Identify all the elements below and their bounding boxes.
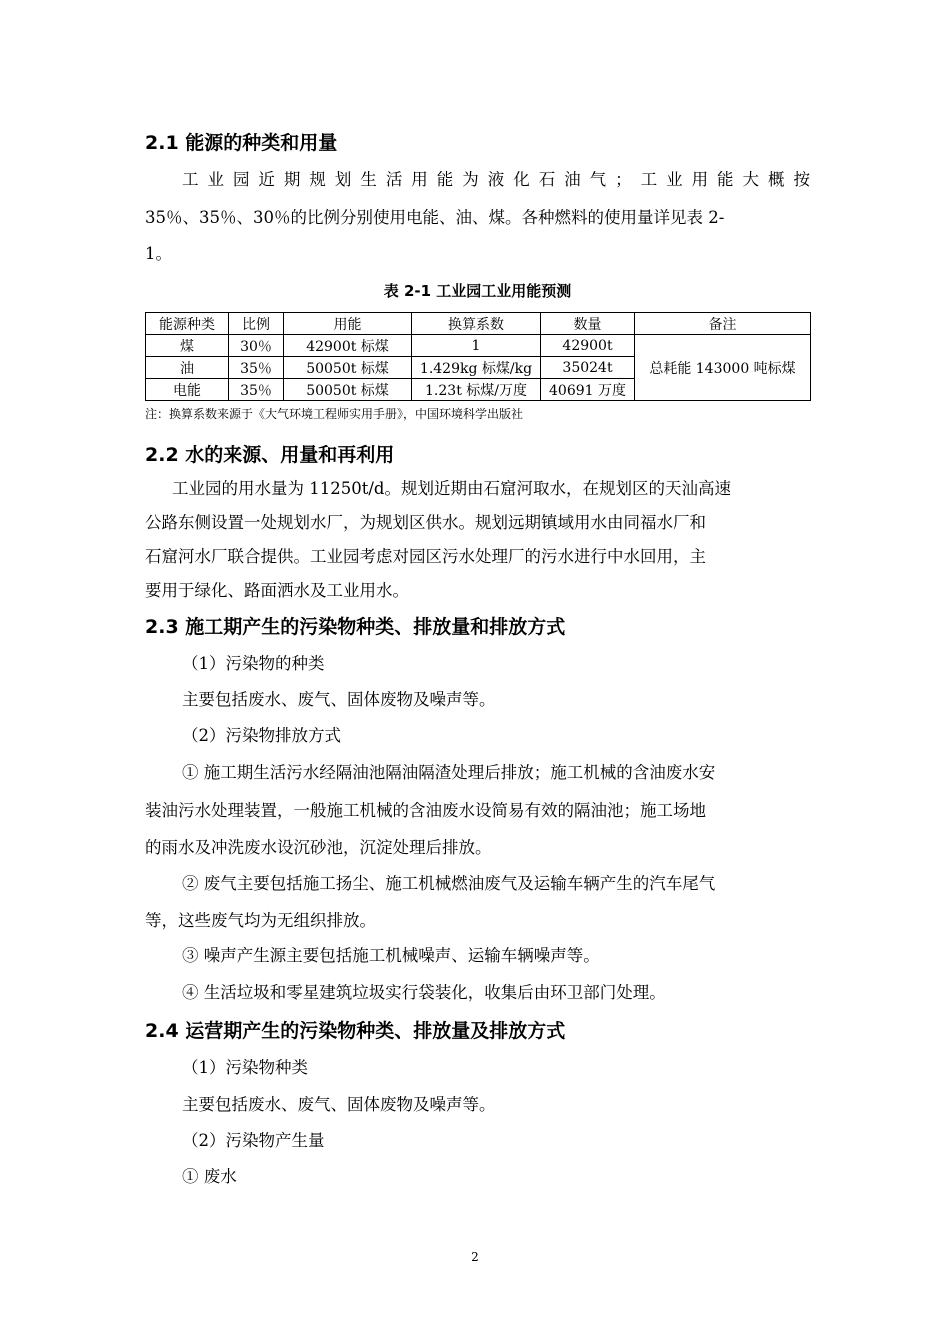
- table-cell: 油: [146, 357, 229, 379]
- paragraph-line: 的雨水及冲洗废水设沉砂池，沉淀处理后排放。: [145, 838, 492, 857]
- section-heading-2-1: 2.1 能源的种类和用量: [145, 132, 338, 154]
- paragraph-line: ③ 噪声产生源主要包括施工机械噪声、运输车辆噪声等。: [182, 946, 600, 965]
- paragraph-line: ② 废气主要包括施工扬尘、施工机械燃油废气及运输车辆产生的汽车尾气: [182, 874, 716, 893]
- table-caption: 表 2-1 工业园工业用能预测: [383, 282, 572, 300]
- table-cell: 35％: [229, 357, 284, 379]
- table-cell: 1.429kg 标煤/kg: [412, 357, 541, 379]
- section-heading-2-4: 2.4 运营期产生的污染物种类、排放量及排放方式: [145, 1020, 566, 1042]
- subheading: （2）污染物产生量: [182, 1131, 325, 1150]
- table-cell: 42900t 标煤: [284, 335, 412, 357]
- paragraph-line: ① 施工期生活污水经隔油池隔油隔渣处理后排放；施工机械的含油废水安: [182, 763, 716, 782]
- paragraph-line: 1。: [145, 244, 172, 263]
- energy-table: [145, 312, 811, 401]
- page-number: 2: [471, 1250, 479, 1264]
- table-cell: 电能: [146, 379, 229, 401]
- table-header-cell: 换算系数: [412, 313, 541, 335]
- table-cell: 30％: [229, 335, 284, 357]
- paragraph-line: ① 废水: [182, 1167, 237, 1186]
- paragraph-line: 35％、35％、30％的比例分别使用电能、油、煤。各种燃料的使用量详见表 2-: [145, 208, 725, 227]
- table-cell: 50050t 标煤: [284, 379, 412, 401]
- table-header-cell: 备注: [635, 313, 811, 335]
- table-row: [146, 335, 811, 357]
- table-cell: 35％: [229, 379, 284, 401]
- section-heading-2-3: 2.3 施工期产生的污染物种类、排放量和排放方式: [145, 616, 566, 638]
- table-cell: 40691 万度: [541, 379, 635, 401]
- paragraph-line: 工业园近期规划生活用能为液化石油气；工业用能大概按: [182, 170, 810, 189]
- paragraph-line: 工业园的用水量为 11250t/d。规划近期由石窟河取水，在规划区的天汕高速: [172, 479, 731, 498]
- table-cell: 1.23t 标煤/万度: [412, 379, 541, 401]
- table-note: 注：换算系数来源于《大气环境工程师实用手册》，中国环境科学出版社: [145, 407, 524, 421]
- subheading: （2）污染物排放方式: [182, 726, 341, 745]
- subheading: （1）污染物的种类: [182, 654, 325, 673]
- table-cell: 35024t: [541, 357, 635, 379]
- table-header-cell: 能源种类: [146, 313, 229, 335]
- table-cell: 煤: [146, 335, 229, 357]
- table-header-cell: 用能: [284, 313, 412, 335]
- section-heading-2-2: 2.2 水的来源、用量和再利用: [145, 444, 395, 466]
- paragraph-line: 要用于绿化、路面洒水及工业用水。: [145, 581, 409, 600]
- paragraph-line: ④ 生活垃圾和零星建筑垃圾实行袋装化，收集后由环卫部门处理。: [182, 983, 666, 1002]
- paragraph-line: 石窟河水厂联合提供。工业园考虑对园区污水处理厂的污水进行中水回用，主: [145, 547, 706, 566]
- paragraph-line: 装油污水处理装置，一般施工机械的含油废水设简易有效的隔油池；施工场地: [145, 801, 706, 820]
- table-header-row: [146, 313, 811, 335]
- table-header-cell: 数量: [541, 313, 635, 335]
- table-cell: 50050t 标煤: [284, 357, 412, 379]
- paragraph-line: 公路东侧设置一处规划水厂，为规划区供水。规划远期镇域用水由同福水厂和: [145, 513, 706, 532]
- paragraph-line: 主要包括废水、废气、固体废物及噪声等。: [182, 690, 496, 709]
- table-header-cell: 比例: [229, 313, 284, 335]
- paragraph-line: 等，这些废气均为无组织排放。: [145, 911, 376, 930]
- table-remark-cell: 总耗能 143000 吨标煤: [635, 335, 811, 401]
- subheading: （1）污染物种类: [182, 1058, 308, 1077]
- table-cell: 42900t: [541, 335, 635, 357]
- paragraph-line: 主要包括废水、废气、固体废物及噪声等。: [182, 1095, 496, 1114]
- table-cell: 1: [412, 335, 541, 357]
